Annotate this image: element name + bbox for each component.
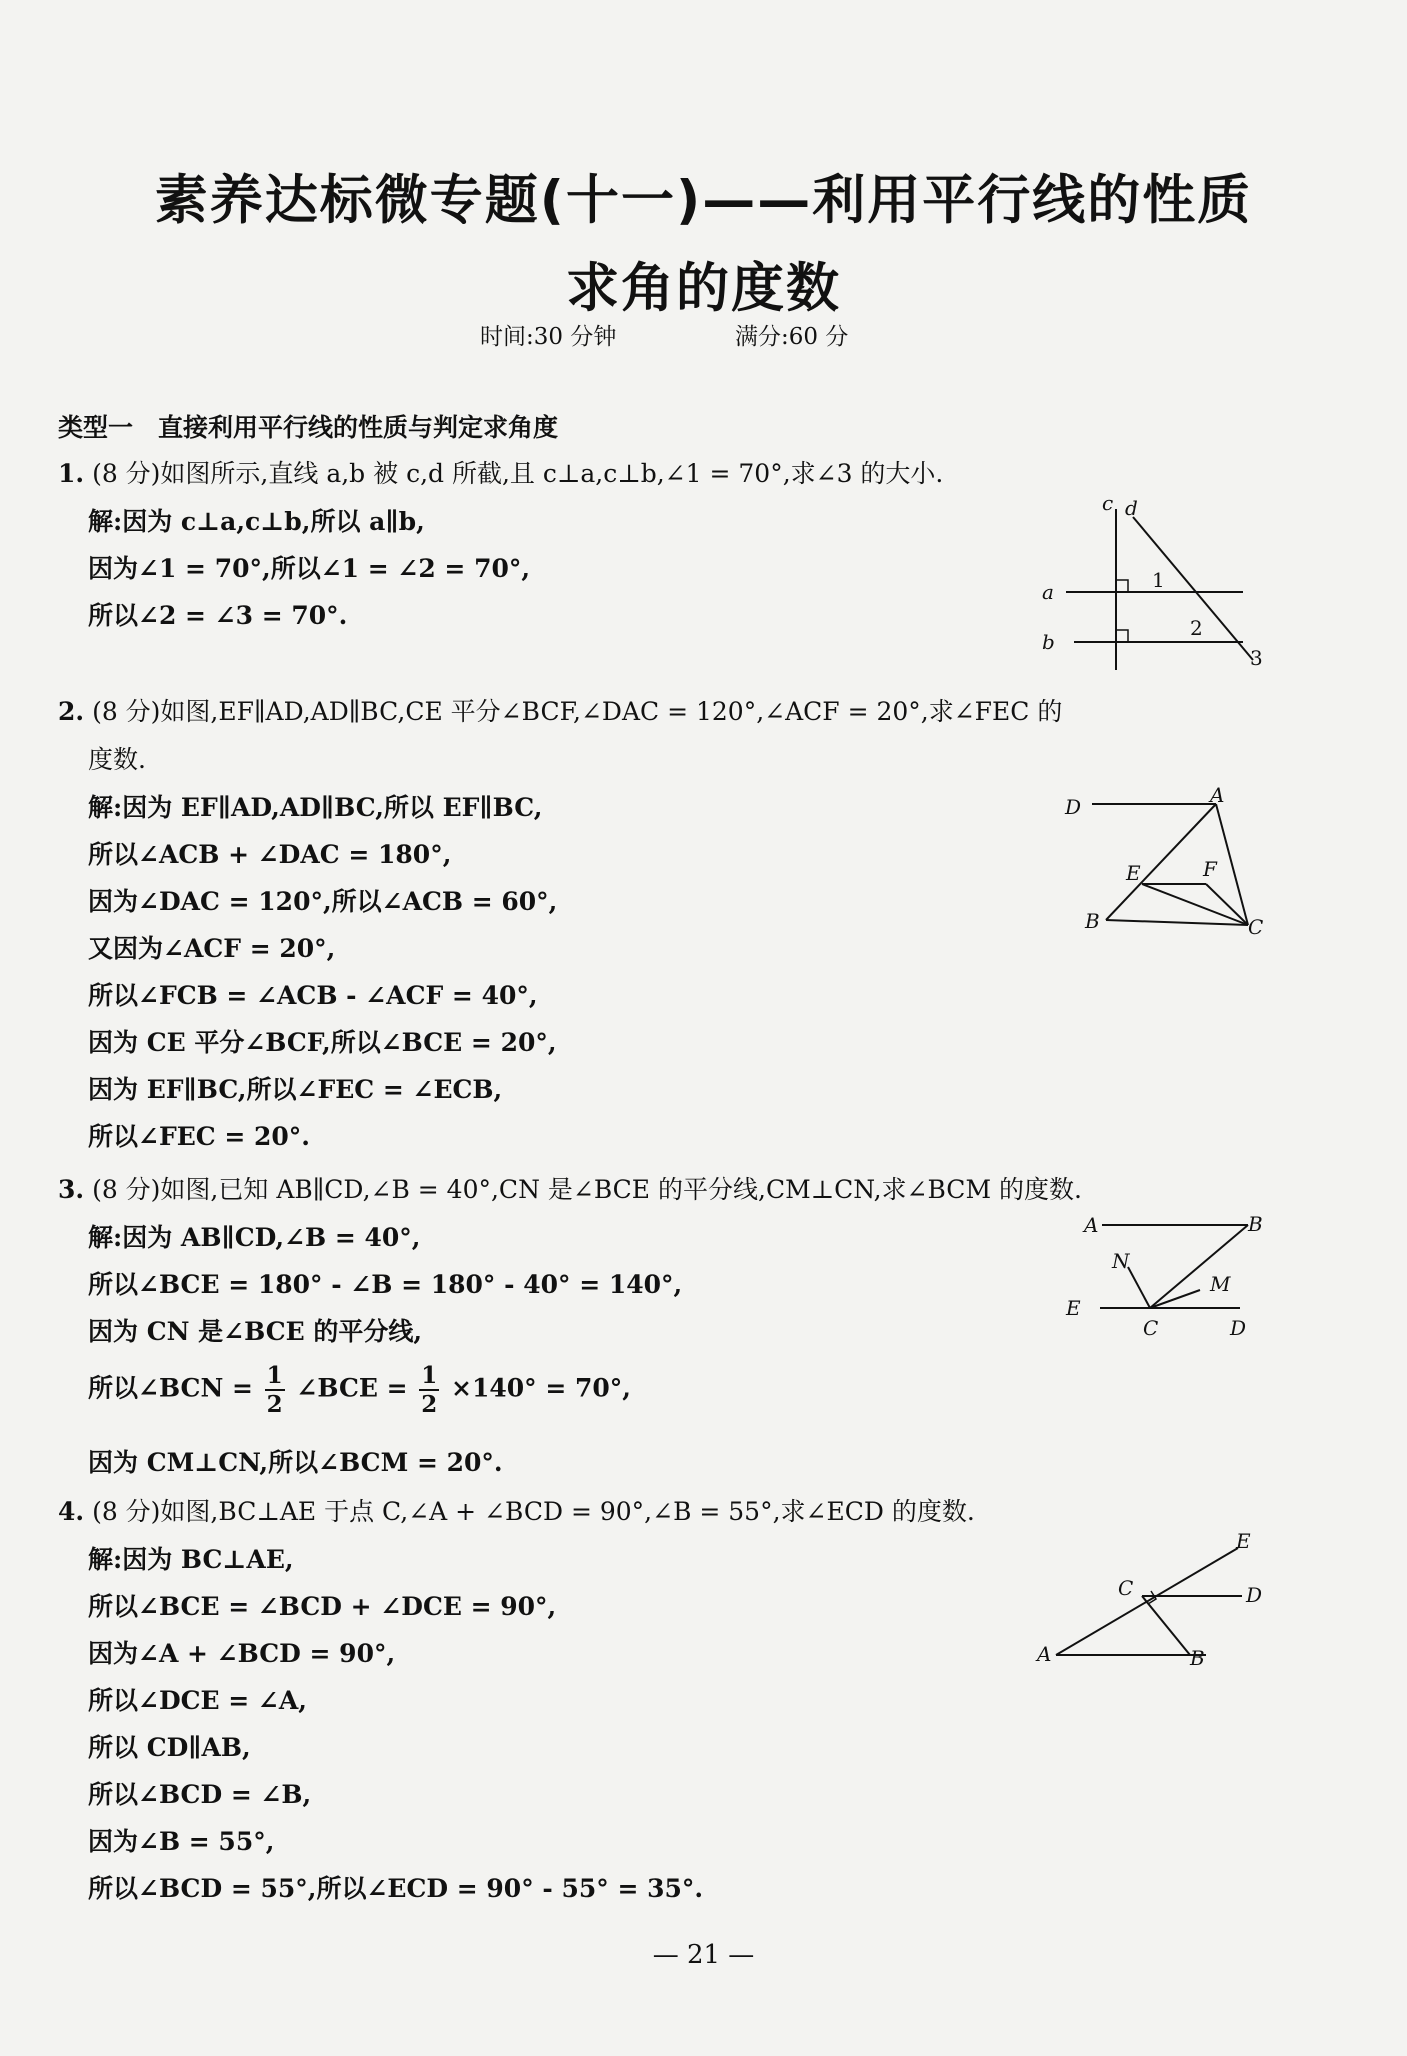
answer-line: 因为 CN 是∠BCE 的平分线, — [88, 1317, 423, 1346]
question-text-cont: 度数. — [88, 745, 146, 774]
label-B: B — [1248, 1212, 1263, 1236]
frac-pre: 所以∠BCN = — [88, 1373, 253, 1403]
label-b: b — [1042, 630, 1055, 654]
label-A: A — [1210, 783, 1225, 807]
answer-line: 所以∠BCD = 55°,所以∠ECD = 90° - 55° = 35°. — [88, 1874, 704, 1903]
label-E: E — [1066, 1296, 1081, 1320]
fraction-half: $\frac{1}{2}$ — [421, 1362, 438, 1418]
figure-q2 — [1060, 780, 1280, 940]
answer-line: 所以∠FEC = 20°. — [88, 1122, 310, 1151]
label-B: B — [1085, 909, 1100, 933]
answer-line: 所以 CD∥AB, — [88, 1733, 251, 1762]
question-number: 3. — [58, 1175, 85, 1204]
label-B: B — [1190, 1646, 1205, 1670]
label-A: A — [1037, 1642, 1052, 1666]
answer-line: 解:因为 EF∥AD,AD∥BC,所以 EF∥BC, — [88, 793, 543, 822]
answer-line: 又因为∠ACF = 20°, — [88, 934, 336, 963]
answer-line: 因为 CE 平分∠BCF,所以∠BCE = 20°, — [88, 1028, 557, 1057]
label-F: F — [1203, 857, 1217, 881]
answer-line: 所以∠BCE = 180° - ∠B = 180° - 40° = 140°, — [88, 1270, 683, 1299]
page-number: — 21 — — [652, 1940, 755, 1970]
frac-post: ×140° = 70°, — [451, 1373, 631, 1403]
label-D: D — [1065, 795, 1082, 819]
answer-line: 因为∠1 = 70°,所以∠1 = ∠2 = 70°, — [88, 554, 531, 583]
answer-fraction-line — [88, 1364, 631, 1416]
figure-q1 — [1030, 491, 1270, 670]
figure-q4 — [1030, 1530, 1270, 1670]
section-heading: 类型一 直接利用平行线的性质与判定求角度 — [58, 413, 559, 442]
frac-mid: ∠BCE = — [296, 1373, 408, 1403]
question-number: 1. — [58, 459, 85, 488]
answer-line: 所以∠DCE = ∠A, — [88, 1686, 307, 1715]
label-A: A — [1084, 1213, 1099, 1237]
answer-line: 所以∠2 = ∠3 = 70°. — [88, 601, 348, 630]
question-3 — [58, 1170, 1082, 1206]
question-text: (8 分)如图所示,直线 a,b 被 c,d 所截,且 c⊥a,c⊥b,∠1 = 70°,求∠3 的大小. — [92, 459, 944, 488]
title-line-1: 素养达标微专题(十一)——利用平行线的性质 — [154, 170, 1253, 231]
answer-line: 因为 EF∥BC,所以∠FEC = ∠ECB, — [88, 1075, 503, 1104]
answer-line: 因为 CM⊥CN,所以∠BCM = 20°. — [88, 1448, 503, 1477]
label-a: a — [1042, 580, 1054, 604]
label-d: d — [1125, 496, 1138, 520]
angle-1: 1 — [1152, 568, 1165, 592]
full-score: 满分:60 分 — [735, 324, 849, 350]
label-E: E — [1236, 1529, 1251, 1553]
answer-line: 解:因为 BC⊥AE, — [88, 1545, 294, 1574]
question-4 — [58, 1492, 975, 1528]
answer-line: 解:因为 AB∥CD,∠B = 40°, — [88, 1223, 421, 1252]
question-1 — [58, 454, 943, 490]
label-c: c — [1102, 491, 1114, 515]
question-number: 4. — [58, 1497, 85, 1526]
angle-2: 2 — [1190, 616, 1203, 640]
answer-line: 所以∠BCD = ∠B, — [88, 1780, 312, 1809]
label-E: E — [1126, 861, 1141, 885]
label-N: N — [1112, 1249, 1130, 1273]
label-C: C — [1248, 915, 1264, 939]
question-text: (8 分)如图,BC⊥AE 于点 C,∠A + ∠BCD = 90°,∠B = 55°,求∠ECD 的度数. — [92, 1497, 975, 1526]
question-number: 2. — [58, 697, 85, 726]
label-D: D — [1246, 1583, 1263, 1607]
question-text: (8 分)如图,EF∥AD,AD∥BC,CE 平分∠BCF,∠DAC = 120°,∠ACF = 20°,求∠FEC 的 — [92, 697, 1063, 726]
label-C: C — [1143, 1316, 1159, 1340]
answer-line: 所以∠ACB + ∠DAC = 180°, — [88, 840, 452, 869]
answer-line: 因为∠B = 55°, — [88, 1827, 275, 1856]
time-limit: 时间:30 分钟 — [480, 324, 617, 350]
answer-line: 所以∠FCB = ∠ACB - ∠ACF = 40°, — [88, 981, 538, 1010]
answer-line: 因为∠DAC = 120°,所以∠ACB = 60°, — [88, 887, 558, 916]
title-line-2: 求角的度数 — [566, 258, 841, 319]
answer-line: 解:因为 c⊥a,c⊥b,所以 a∥b, — [88, 507, 425, 536]
figure-q3 — [1060, 1205, 1280, 1345]
label-D: D — [1230, 1316, 1247, 1340]
label-M: M — [1210, 1272, 1231, 1296]
label-C: C — [1118, 1576, 1134, 1600]
answer-line: 所以∠BCE = ∠BCD + ∠DCE = 90°, — [88, 1592, 557, 1621]
fraction-half: $\frac{1}{2}$ — [266, 1362, 283, 1418]
question-2 — [58, 692, 1062, 728]
answer-line: 因为∠A + ∠BCD = 90°, — [88, 1639, 396, 1668]
angle-3: 3 — [1250, 646, 1263, 670]
question-text: (8 分)如图,已知 AB∥CD,∠B = 40°,CN 是∠BCE 的平分线,CM⊥CN,求∠BCM 的度数. — [92, 1175, 1082, 1204]
